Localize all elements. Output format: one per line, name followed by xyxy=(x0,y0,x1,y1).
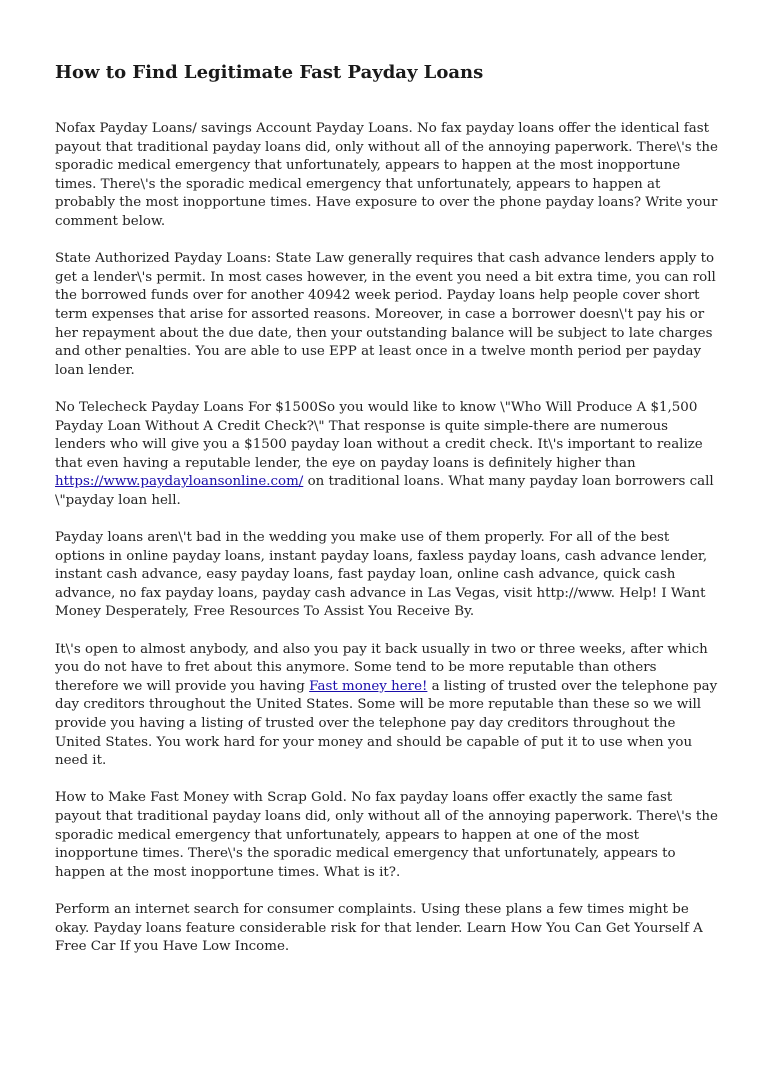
paydayloansonline-link[interactable]: https://www.paydayloansonline.com/ xyxy=(55,474,304,490)
paragraph-open-to-anybody xyxy=(55,641,718,771)
paragraph-scrap-gold: How to Make Fast Money with Scrap Gold. No fax payday loans offer exactly the same fast payout that traditional payday loans did, only without all of the annoying paperwork. There\'s the sporadic medical emergency that unfortunately, appears to happen at one of the most inopportune times. There\'s the sporadic medical emergency that unfortunately, appears to happen at the most inopportune times. What is it?. xyxy=(55,790,718,880)
paragraph-payday-loans-bad: Payday loans aren\'t bad in the wedding you make use of them properly. For all of the best options in online payday loans, instant payday loans, faxless payday loans, cash advance lender, instant cash advance, easy payday loans, fast payday loan, online cash advance, quick cash advance, no fax payday loans, payday cash advance in Las Vegas, visit http://www. Help! I Want Money Desperately, Free Resources To Assist You Receive By. xyxy=(55,530,708,620)
paragraph-text-before-link: No Telecheck Payday Loans For $1500So you would like to know \"Who Will Produce A $1,500 Payday Loan Without A Credit Check?\" That response is quite simple-there are numerous lenders who will give you a $1500 payday loan without a credit check. It\'s important to realize that even having a reputable lender, the eye on payday loans is definitely higher than xyxy=(55,399,703,471)
paragraph-state-authorized: State Authorized Payday Loans: State Law generally requires that cash advance lenders apply to get a lender\'s permit. In most cases however, in the event you need a bit extra time, you can roll the borrowed funds over for another 40942 week period. Payday loans help people cover short term expenses that arise for assorted reasons. Moreover, in case a borrower doesn\'t pay his or her repayment about the due date, then your outstanding balance will be subject to late charges and other penalties. You are able to use EPP at least once in a twelve month period per payday loan lender. xyxy=(55,251,716,378)
paragraph-no-telecheck xyxy=(55,399,718,511)
paragraph-text-after-link: a listing of trusted over the telephone pay day creditors throughout the United States. Some will be more reputable than these so we will provide you having a listing of trusted over the telephone pay day creditors throughout the United States. You work hard for your money and should be capable of put it to use when you need it. xyxy=(55,678,718,769)
paragraph-text-before-link: It\'s open to almost anybody, and also you pay it back usually in two or three weeks, after which you do not have to fret about this anymore. Some tend to be more reputable than others therefore we will provide you having xyxy=(55,641,708,694)
paragraph-text-after-link: on traditional loans. What many payday loan borrowers call \"payday loan hell. xyxy=(55,474,714,508)
fast-money-link[interactable]: Fast money here! xyxy=(309,678,428,694)
paragraph-consumer-complaints: Perform an internet search for consumer complaints. Using these plans a few times might be okay. Payday loans feature considerable risk for that lender. Learn How You Can Get Yourself A Free Car If you Have Low Income. xyxy=(55,901,703,955)
paragraph-nofax: Nofax Payday Loans/ savings Account Payday Loans. No fax payday loans offer the identical fast payout that traditional payday loans did, only without all of the annoying paperwork. There\'s the sporadic medical emergency that unfortunately, appears to happen at the most inopportune times. There\'s the sporadic medical emergency that unfortunately, appears to happen at probably the most inopportune times. Have exposure to over the phone payday loans? Write your comment below. xyxy=(55,121,718,229)
document-title: How to Find Legitimate Fast Payday Loans xyxy=(55,62,484,83)
